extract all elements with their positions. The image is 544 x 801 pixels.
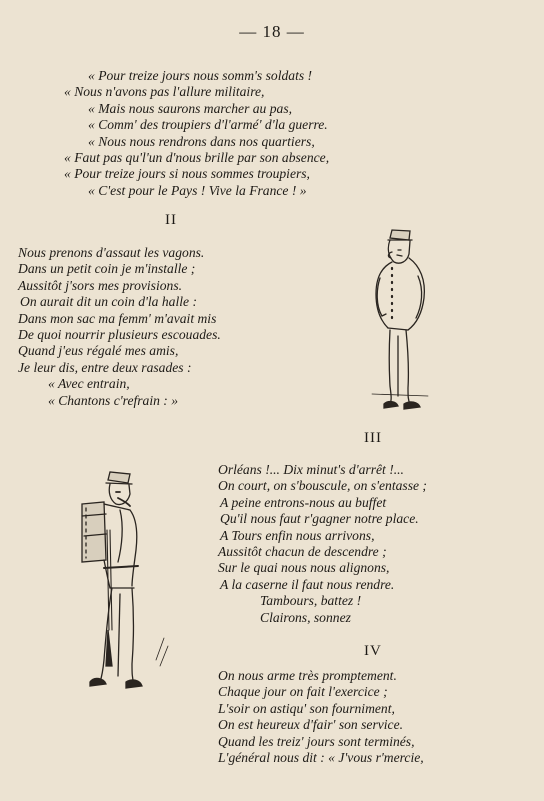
verse-line: Tambours, battez ! [260,593,362,609]
verse-line: Clairons, sonnez [260,609,351,625]
verse-line: Quand j'eus régalé mes amis, [18,343,179,359]
verse-line: « C'est pour le Pays ! Vive la France ! » [88,182,307,198]
verse-line: « Nous nous rendrons dans nos quartiers, [88,133,315,149]
verse-line: A peine entrons-nous au buffet [220,494,387,510]
verse-line: Aussitôt chacun de descendre ; [218,544,387,560]
section-3-stanza [218,462,427,626]
verse-line: Nous prenons d'assaut les vagons. [18,245,205,260]
section-numeral-3: III [364,430,382,446]
verse-line: Dans un petit coin je m'installe ; [18,261,196,277]
section-4-stanza [218,668,424,766]
verse-line: « Mais nous saurons marcher au pas, [88,100,293,116]
verse-line: Orléans !... Dix minut's d'arrêt !... [218,462,404,477]
verse-line: Aussitôt j'sors mes provisions. [18,277,183,293]
verse-line: Dans mon sac ma femm' m'avait mis [18,310,217,326]
section-numeral-2: II [165,212,177,228]
section-2-stanza [18,245,221,409]
verse-line: « Avec entrain, [48,376,130,392]
verse-line: On nous arme très promptement. [218,668,397,683]
verse-line: On aurait dit un coin d'la halle : [20,294,197,310]
verse-line: « Pour treize jours si nous sommes troupiers, [64,166,310,182]
page-number: — 18 — [239,22,305,41]
soldier-illustration-left [60,470,180,698]
section-numeral-4: IV [364,643,382,659]
verse-line: « Chantons c'refrain : » [48,392,179,408]
verse-line: Je leur dis, entre deux rasades : [18,359,192,375]
verse-line: Quand les treiz' jours sont terminés, [218,733,415,749]
verse-line: L'général nous dit : « J'vous r'mercie, [218,750,424,766]
verse-line: « Pour treize jours nous somm's soldats ! [88,68,313,83]
verse-line: « Faut pas qu'l'un d'nous brille par son absence, [64,150,330,166]
verse-line: Qu'il nous faut r'gagner notre place. [220,511,419,527]
verse-line: A la caserne il faut nous rendre. [220,576,395,592]
verse-line: Chaque jour on fait l'exercice ; [218,684,388,700]
refrain-stanza [58,68,329,199]
verse-line: « Nous n'avons pas l'allure militaire, [64,84,265,100]
soldier-illustration-right [362,228,436,414]
verse-line: On est heureux d'fair' son service. [218,717,404,733]
verse-line: A Tours enfin nous arrivons, [220,527,375,543]
verse-line: Sur le quai nous nous alignons, [218,560,390,576]
verse-line: « Comm' des troupiers d'l'armé' d'la guerre. [88,117,328,133]
verse-line: L'soir on astiqu' son fourniment, [218,700,395,716]
verse-line: On court, on s'bouscule, on s'entasse ; [218,478,427,494]
verse-line: De quoi nourrir plusieurs escouades. [18,327,221,343]
